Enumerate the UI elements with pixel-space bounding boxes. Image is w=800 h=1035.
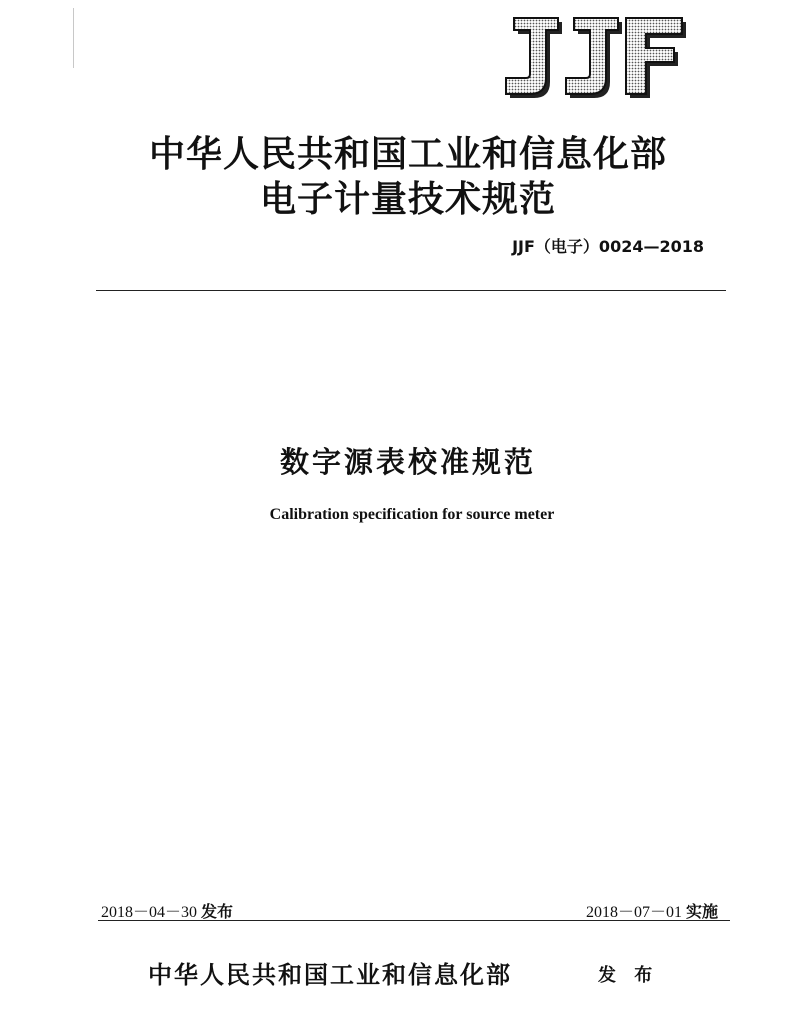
implementation-date — [586, 899, 718, 922]
ministry-title: 中华人民共和国工业和信息化部 — [148, 133, 667, 175]
jjf-logo — [496, 16, 688, 100]
document-title-cn: 数字源表校准规范 — [279, 445, 536, 479]
header-divider — [96, 290, 726, 291]
publisher-name: 中华人民共和国工业和信息化部 — [148, 960, 512, 989]
spec-series-title: 电子计量技术规范 — [259, 178, 556, 220]
footer-divider — [98, 920, 730, 921]
issue-label: 发布 — [201, 902, 234, 921]
implementation-date-value: 2018－07－01 — [585, 904, 682, 921]
implementation-label: 实施 — [685, 902, 718, 921]
scan-edge-line — [73, 8, 74, 68]
publisher-action: 发 布 — [598, 965, 659, 986]
document-title-en: Calibration specification for source meter — [269, 506, 555, 523]
standard-code: JJF（电子）0024—2018 — [512, 237, 704, 256]
issue-date — [101, 899, 233, 922]
issue-date-value: 2018－04－30 — [101, 904, 198, 921]
